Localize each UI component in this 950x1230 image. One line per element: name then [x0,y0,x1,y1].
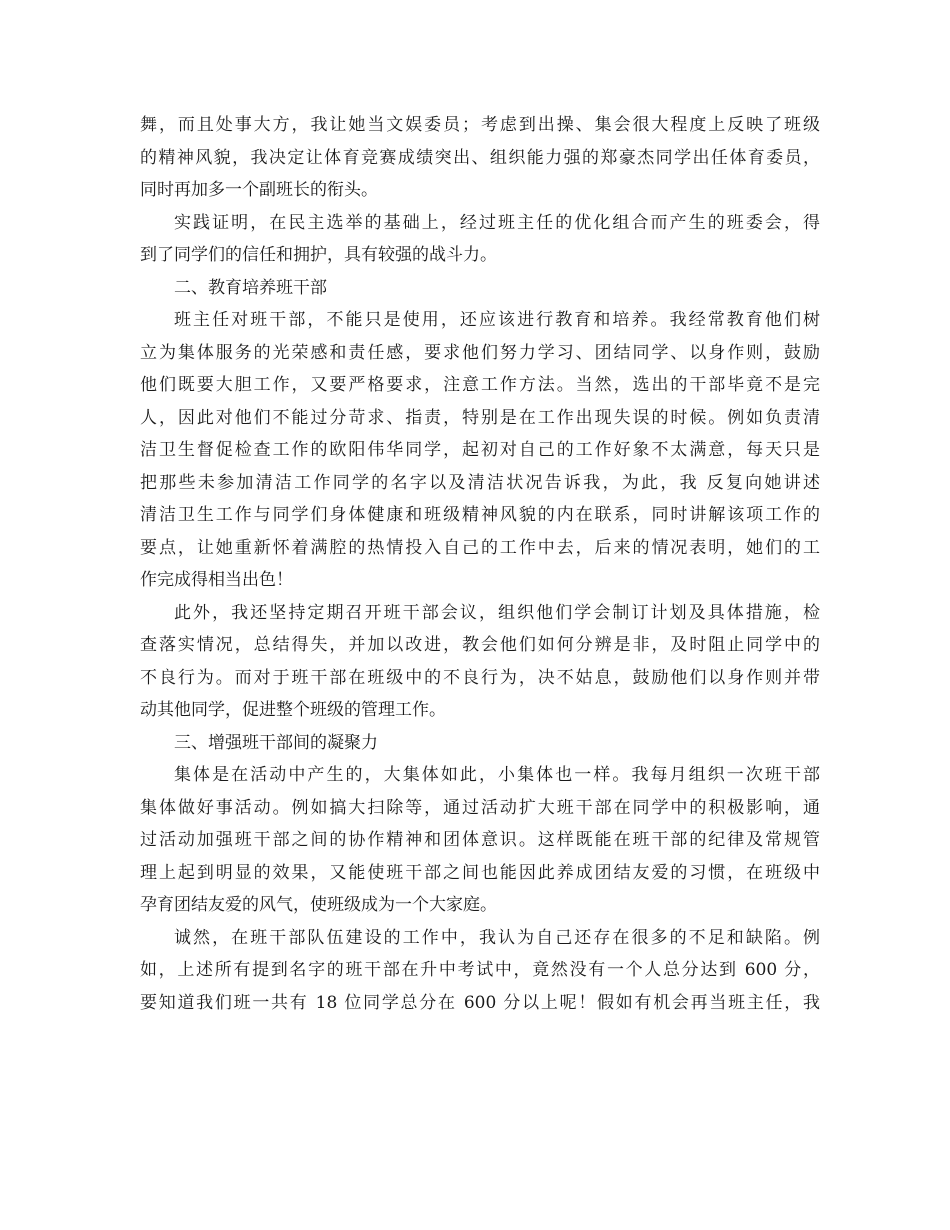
text-line: 班主任对班干部，不能只是使用，还应该进行教育和培养。我经常教育他们树 [174,310,820,330]
text-line: 集体是在活动中产生的，大集体如此，小集体也一样。我每月组织一次班干部 [174,765,820,785]
text-line: 此外，我还坚持定期召开班干部会议，组织他们学会制订计划及具体措施，检 [174,602,820,623]
text-line: 动其他同学，促进整个班级的管理工作。 [140,700,446,720]
text-line: 作完成得相当出色！ [140,570,293,590]
text-line: 孕育团结友爱的风气，使班级成为一个大家庭。 [140,895,497,915]
text-line: 实践证明，在民主选举的基础上，经过班主任的优化组合而产生的班委会，得 [174,212,820,233]
text-line: 理上起到明显的效果，又能使班干部之间也能因此养成团结友爱的习惯，在班级中 [140,862,820,883]
text-line: 清洁卫生工作与同学们身体健康和班级精神风貌的内在联系，同时讲解该项工作的 [140,505,820,525]
text-line: 立为集体服务的光荣感和责任感，要求他们努力学习、团结同学、以身作则，鼓励 [140,342,820,363]
text-line: 如，上述所有提到名字的班干部在升中考试中，竟然没有一个人总分达到 600 分， [140,960,820,980]
text-line: 到了同学们的信任和拥护，具有较强的战斗力。 [140,245,497,265]
text-line: 集体做好事活动。例如搞大扫除等，通过活动扩大班干部在同学中的积极影响，通 [140,797,820,818]
text-line: 人，因此对他们不能过分苛求、指责，特别是在工作出现失误的时候。例如负责清 [140,407,820,428]
text-line: 查落实情况，总结得失，并加以改进，教会他们如何分辨是非，及时阻止同学中的 [140,635,820,655]
text-line: 的精神风貌，我决定让体育竞赛成绩突出、组织能力强的郑豪杰同学出任体育委员， [140,147,820,168]
document-body [140,109,820,1019]
text-line: 二、教育培养班干部 [174,277,327,298]
text-line: 把那些未参加清洁工作同学的名字以及清洁状况告诉我，为此，我 反复向她讲述 [140,472,820,493]
text-line: 同时再加多一个副班长的衔头。 [140,180,378,200]
text-line: 舞，而且处事大方，我让她当文娱委员；考虑到出操、集会很大程度上反映了班级 [140,115,820,135]
text-line: 不良行为。而对于班干部在班级中的不良行为，决不姑息，鼓励他们以身作则并带 [140,667,820,688]
text-line: 过活动加强班干部之间的协作精神和团体意识。这样既能在班干部的纪律及常规管 [140,830,820,850]
text-line: 他们既要大胆工作，又要严格要求，注意工作方法。当然，选出的干部毕竟不是完 [140,375,820,395]
text-line: 三、增强班干部间的凝聚力 [174,732,378,753]
text-line: 要知道我们班一共有 18 位同学总分在 600 分以上呢！假如有机会再当班主任，我 [140,992,820,1013]
text-line: 洁卫生督促检查工作的欧阳伟华同学，起初对自己的工作好象不太满意，每天只是 [140,440,820,460]
text-line: 诚然，在班干部队伍建设的工作中，我认为自己还存在很多的不足和缺陷。例 [174,927,820,948]
text-line: 要点，让她重新怀着满腔的热情投入自己的工作中去，后来的情况表明，她们的工 [140,537,820,558]
